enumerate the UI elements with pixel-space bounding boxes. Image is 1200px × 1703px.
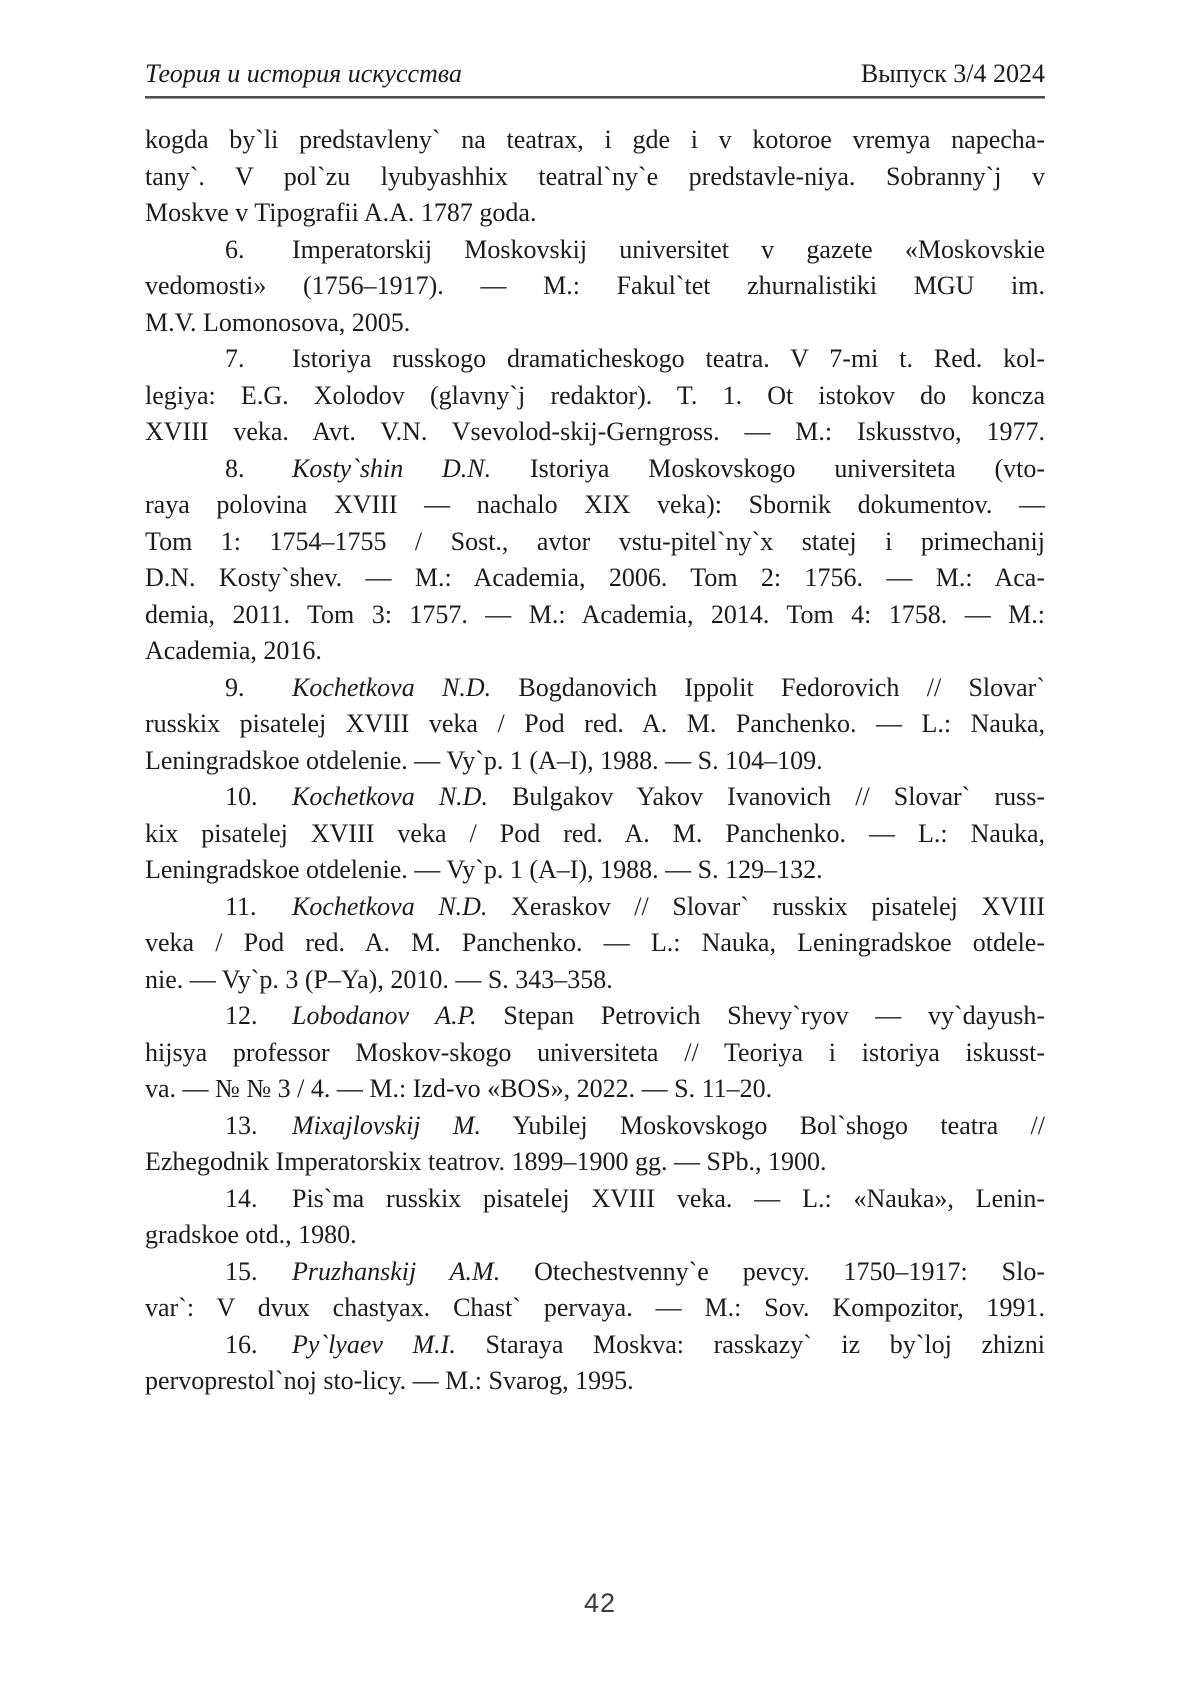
bib-line [145,195,1045,232]
bib-text: Tom 1: 1754–1755 / Sost., avtor vstu-pitel`ny`x statej i primechanij [145,526,1045,556]
bib-entry-continuation [145,122,1045,232]
bib-entry [145,889,1045,999]
entry-number: 7. [225,344,245,373]
bib-line [145,925,1045,962]
journal-title: Теория и история искусства [145,59,462,88]
bib-text: D.N. Kosty`shev. — M.: Academia, 2006. Tom 2: 1756. — M.: Aca- [145,563,1045,592]
author-name: Kochetkova N.D. [292,782,488,811]
bib-text: var`: V dvux chastyax. Chast` pervaya. — M.: Sov. Kompozitor, 1991. [145,1293,1045,1322]
bib-entry [145,232,1045,342]
bib-text: kix pisatelej XVIII veka / Pod red. A. M. Panchenko. — L.: Nauka, [145,818,1045,848]
bib-line [145,1144,1045,1181]
bib-line [145,706,1045,743]
bib-text: Moskve v Tipografii A.A. 1787 goda. [145,198,537,227]
entry-number: 16. [225,1329,258,1359]
bib-line [145,889,1045,926]
bib-text: XVIII veka. Avt. V.N. Vsevolod-skij-Gerngross. — M.: Iskusstvo, 1977. [145,417,1045,446]
bib-text: Pis`ma russkix pisatelej XVIII veka. — L.: «Nauka», Lenin- [292,1183,1045,1213]
bib-line [145,232,1045,269]
bib-line [145,1217,1045,1254]
bib-line [145,122,1045,159]
bib-entry [145,1254,1045,1327]
bib-entry [145,451,1045,670]
bib-entry [145,779,1045,889]
bib-text: Stepan Petrovich Shevy`ryov — vy`dayush- [476,1001,1045,1030]
bib-line [145,524,1045,561]
author-name: Mixajlovskij M. [292,1110,482,1140]
bib-text: Academia, 2016. [145,636,322,665]
author-name: Py`lyaev M.I. [292,1329,456,1359]
bib-line [145,451,1045,488]
bib-entry [145,670,1045,780]
entry-number: 6. [225,234,245,264]
bib-text: Leningradskoe otdelenie. — Vy`p. 1 (A–I), 1988. — S. 129–132. [145,855,823,884]
bib-text: demia, 2011. Tom 3: 1757. — M.: Academia, 2014. Tom 4: 1758. — M.: [145,599,1045,629]
bib-text: Imperatorskij Moskovskij universitet v gazete «Moskovskie [292,234,1045,264]
bib-text: Ezhegodnik Imperatorskix teatrov. 1899–1900 gg. — SPb., 1900. [145,1147,827,1176]
bib-line [145,597,1045,634]
bib-entry [145,1181,1045,1254]
bib-line [145,779,1045,816]
bib-text: gradskoe otd., 1980. [145,1220,357,1249]
bib-line [145,1108,1045,1145]
entry-number: 12. [225,1001,258,1030]
author-name: Lobodanov A.P. [292,1001,477,1030]
bib-text: pervoprestol`noj sto-licy. — M.: Svarog, 1995. [145,1366,634,1395]
bib-entry [145,1108,1045,1181]
bib-text: vedomosti» (1756–1917). — M.: Fakul`tet zhurnalistiki MGU im. [145,271,1045,300]
bib-line [145,1327,1045,1364]
bib-line [145,1035,1045,1072]
bib-line [145,1363,1045,1400]
bib-text: raya polovina XVIII — nachalo XIX veka): Sbornik dokumentov. — [145,490,1045,519]
bib-line [145,159,1045,196]
page-footer [0,1588,1200,1619]
bib-entry [145,1327,1045,1400]
bib-text: Istoriya Moskovskogo universiteta (vto- [491,453,1046,483]
header-rule [145,96,1045,99]
bib-line [145,414,1045,451]
bib-line [145,743,1045,780]
bib-text: legiya: E.G. Xolodov (glavny`j redaktor). T. 1. Ot istokov do koncza [145,380,1045,410]
bib-line [145,341,1045,378]
entry-number: 10. [225,782,258,811]
bib-line [145,305,1045,342]
bib-text: va. — № № 3 / 4. — M.: Izd-vo «BOS», 2022. — S. 11–20. [145,1074,773,1103]
author-name: Kochetkova N.D. [292,891,488,921]
bib-text: Istoriya russkogo dramaticheskogo teatra. V 7-mi t. Red. kol- [292,344,1045,373]
bib-line [145,852,1045,889]
bib-line [145,670,1045,707]
entry-number: 11. [225,891,257,921]
entry-number: 13. [225,1110,258,1140]
bib-line [145,1071,1045,1108]
page-number: 42 [583,1588,617,1618]
bib-text: Yubilej Moskovskogo Bol`shogo teatra // [481,1110,1045,1140]
bib-line [145,560,1045,597]
author-name: Pruzhanskij A.M. [292,1256,501,1286]
bib-entry [145,341,1045,451]
bib-text: russkix pisatelej XVIII veka / Pod red. A. M. Panchenko. — L.: Nauka, [145,709,1045,738]
bib-text: Bulgakov Yakov Ivanovich // Slovar` russ- [487,782,1046,811]
bib-line [145,633,1045,670]
bib-line [145,1181,1045,1218]
entry-number: 8. [225,453,245,483]
bib-text: tany`. V pol`zu lyubyashhix teatral`ny`e predstavle-niya. Sobranny`j v [145,161,1045,191]
page-header [145,58,1045,90]
bib-text: Xeraskov // Slovar` russkix pisatelej XVIII [487,891,1045,921]
bib-text: hijsya professor Moskov-skogo universiteta // Teoriya i istoriya iskusst- [145,1037,1045,1067]
bib-line [145,816,1045,853]
bib-line [145,268,1045,305]
bib-line [145,487,1045,524]
entry-number: 15. [225,1256,258,1286]
author-name: Kochetkova N.D. [292,672,492,702]
bib-line [145,998,1045,1035]
bib-text: Leningradskoe otdelenie. — Vy`p. 1 (A–I), 1988. — S. 104–109. [145,745,823,775]
bib-text: nie. — Vy`p. 3 (P–Ya), 2010. — S. 343–358. [145,964,613,994]
bib-text: kogda by`li predstavleny` na teatrax, i gde i v kotoroe vremya napecha- [145,125,1045,154]
bib-text: M.V. Lomonosova, 2005. [145,307,411,337]
bib-line [145,962,1045,999]
bib-line [145,1254,1045,1291]
entry-number: 14. [225,1183,258,1213]
issue-label: Выпуск 3/4 2024 [860,59,1045,88]
bib-text: veka / Pod red. A. M. Panchenko. — L.: Nauka, Leningradskoe otdele- [145,928,1045,957]
author-name: Kosty`shin D.N. [292,453,492,483]
bib-line [145,378,1045,415]
bib-line [145,1290,1045,1327]
bib-entry [145,998,1045,1108]
entry-number: 9. [225,672,245,702]
bib-text: Bogdanovich Ippolit Fedorovich // Slovar` [491,672,1045,702]
bib-text: Staraya Moskva: rasskazy` iz by`loj zhizni [455,1329,1045,1359]
bibliography-list [145,122,1045,1400]
bib-text: Otechestvenny`e pevcy. 1750–1917: Slo- [500,1256,1045,1286]
